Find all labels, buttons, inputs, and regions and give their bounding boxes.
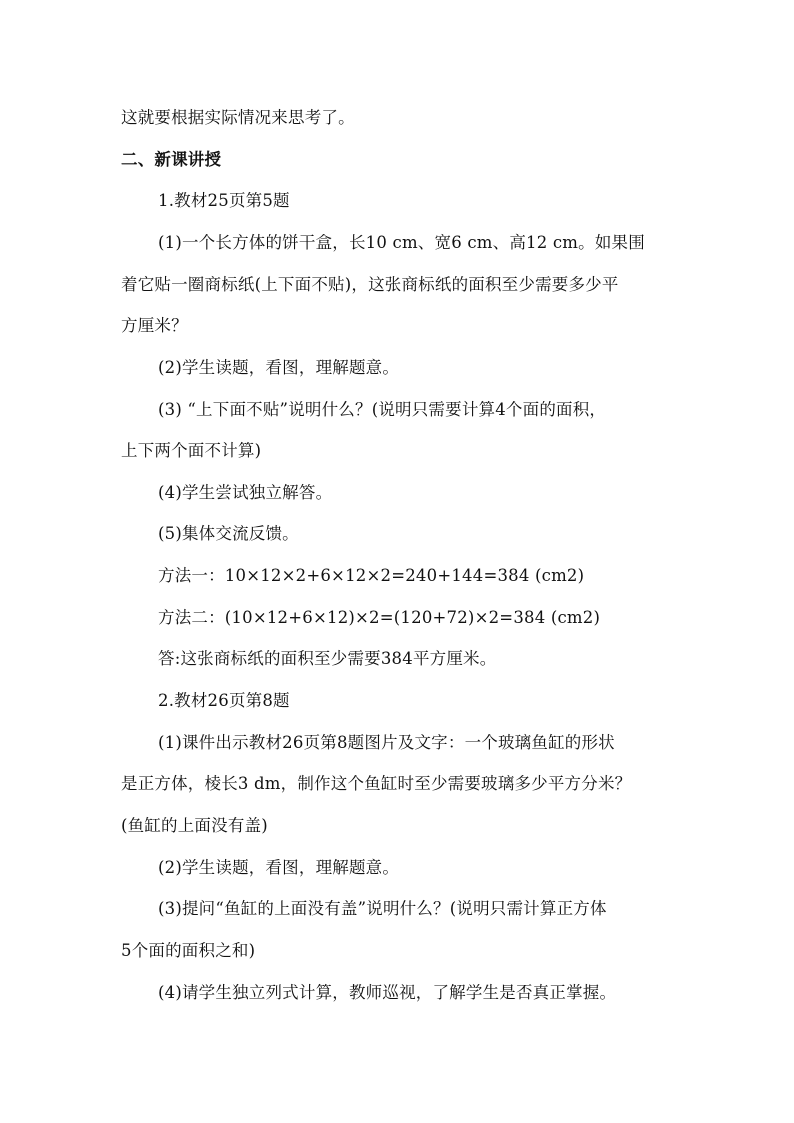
text-line: (4)请学生独立列式计算，教师巡视，了解学生是否真正掌握。: [158, 983, 617, 1002]
text-line: (4)学生尝试独立解答。: [158, 483, 333, 502]
section-heading: 二、新课讲授: [121, 150, 222, 169]
text-line: 方厘米？: [121, 316, 188, 335]
text-line: 着它贴一圈商标纸(上下面不贴)，这张商标纸的面积至少需要多少平: [121, 275, 619, 294]
formula-line: 方法二：(10×12+6×12)×2=(120+72)×2=384 (cm2): [158, 608, 601, 627]
text-line: (1)课件出示教材26页第8题图片及文字：一个玻璃鱼缸的形状: [158, 733, 615, 752]
text-line: (1)一个长方体的饼干盒，长10 cm、宽6 cm、高12 cm。如果围: [158, 233, 645, 252]
text-line: (2)学生读题，看图，理解题意。: [158, 858, 400, 877]
text-line: (3) “上下面不贴”说明什么？(说明只需要计算4个面的面积，: [158, 400, 607, 419]
answer-line: 答:这张商标纸的面积至少需要384平方厘米。: [158, 649, 497, 668]
problem-heading: 2.教材26页第8题: [158, 691, 290, 710]
formula-line: 方法一：10×12×2+6×12×2=240+144=384 (cm2): [158, 566, 585, 585]
problem-heading: 1.教材25页第5题: [158, 191, 290, 210]
text-line: 是正方体，棱长3 dm，制作这个鱼缸时至少需要玻璃多少平方分米？: [121, 774, 632, 793]
text-line: (5)集体交流反馈。: [158, 524, 299, 543]
text-line: (2)学生读题，看图，理解题意。: [158, 358, 400, 377]
text-line: (鱼缸的上面没有盖): [121, 816, 268, 835]
text-line: 5个面的面积之和): [121, 941, 256, 960]
text-line: 这就要根据实际情况来思考了。: [121, 108, 355, 127]
text-line: 上下两个面不计算): [121, 441, 262, 460]
text-line: (3)提问“鱼缸的上面没有盖”说明什么？(说明只需计算正方体: [158, 899, 607, 918]
